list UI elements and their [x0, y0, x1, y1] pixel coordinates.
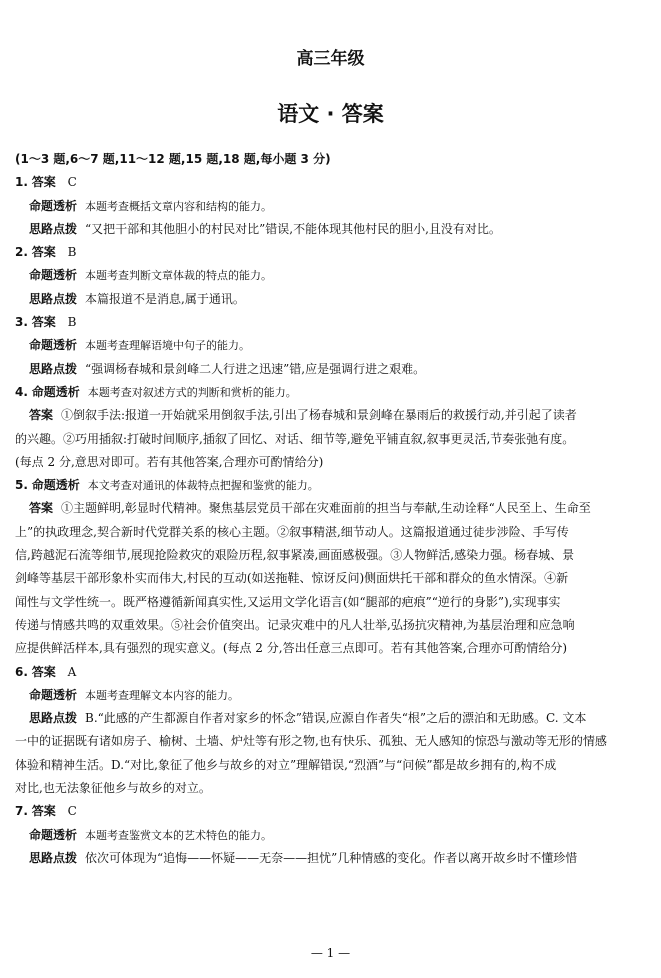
q6-tips-line-1 [15, 707, 647, 730]
answer-label: 答案 [31, 315, 56, 330]
page-number: — 1 — [310, 946, 351, 960]
q7-analysis-line [15, 824, 647, 847]
q6-analysis: 本题考查理解文本内容的能力。 [85, 688, 240, 702]
answer-label: 答案 [29, 501, 54, 516]
q2-analysis-line [15, 264, 647, 287]
q4-answer-line-1 [15, 404, 647, 427]
q3-answer: B [67, 315, 77, 330]
q6-tips-line-3: 体验和精神生活。D.“对比,象征了他乡与故乡的对立”理解错误,“烈酒”与“问候”都是故乡拥有的,构不成 [15, 757, 557, 772]
analysis-label: 命题透析 [29, 687, 78, 702]
q1-analysis: 本题考查概括文章内容和结构的能力。 [85, 199, 273, 213]
q2-number: 2. [15, 245, 28, 260]
q5-answer-line-6: 传递与情感共鸣的双重效果。⑤社会价值突出。记录灾难中的凡人壮举,弘扬抗灾精神,为基层治理和应急响 [15, 617, 575, 632]
q3-number: 3. [15, 315, 28, 330]
q1-tips-line [15, 218, 647, 241]
q4-answer-text-1: ①倒叙手法:报道一开始就采用倒叙手法,引出了杨春城和景剑峰在暴雨后的救援行动,并引起了读者 [61, 408, 577, 423]
q7-tips: 依次可体现为“追悔——怀疑——无奈——担忧”几种情感的变化。作者以离开故乡时不懂珍惜 [85, 850, 578, 865]
answer-body [15, 148, 647, 870]
tips-label: 思路点拨 [29, 361, 78, 376]
q6-answer-line [15, 661, 647, 684]
q2-analysis: 本题考查判断文章体裁的特点的能力。 [85, 269, 273, 283]
tips-label: 思路点拨 [29, 221, 78, 236]
q6-tips-line-2: 一中的证据既有诸如房子、榆树、土墙、炉灶等有形之物,也有快乐、孤独、无人感知的惊恐与激动等无形的情感 [15, 734, 607, 749]
q3-answer-line [15, 311, 647, 334]
answer-label: 答案 [31, 245, 56, 260]
q6-answer: A [67, 664, 77, 679]
q4-analysis: 本题考查对叙述方式的判断和赏析的能力。 [87, 385, 297, 399]
q6-analysis-line [15, 684, 647, 707]
q2-tips-line [15, 288, 647, 311]
tips-label: 思路点拨 [29, 711, 78, 726]
q7-answer: C [67, 804, 77, 819]
q4-analysis-line [15, 381, 647, 404]
analysis-label: 命题透析 [31, 478, 80, 493]
answer-label: 答案 [31, 664, 56, 679]
tips-label: 思路点拨 [29, 291, 78, 306]
q1-tips: “又把干部和其他胆小的村民对比”错误,不能体现其他村民的胆小,且没有对比。 [85, 221, 501, 236]
grade-title: 高三年级 [296, 49, 365, 69]
q7-tips-line [15, 847, 647, 870]
q3-analysis-line [15, 334, 647, 357]
q3-analysis: 本题考查理解语境中句子的能力。 [85, 339, 251, 353]
q5-answer-text-1: ①主题鲜明,彰显时代精神。聚焦基层党员干部在灾难面前的担当与奉献,生动诠释“人民至上、生命至 [61, 501, 591, 516]
q6-number: 6. [15, 664, 28, 679]
score-note: (1～3 题,6～7 题,11～12 题,15 题,18 题,每小题 3 分) [15, 152, 331, 166]
q5-analysis-line [15, 474, 647, 497]
analysis-label: 命题透析 [29, 198, 78, 213]
q5-answer-line-1 [15, 497, 647, 520]
tips-label: 思路点拨 [29, 850, 78, 865]
subject-title: 语文 · 答案 [277, 102, 384, 126]
q2-answer: B [67, 245, 77, 260]
q3-tips-line [15, 358, 647, 381]
q5-answer-line-7: 应提供鲜活样本,具有强烈的现实意义。(每点 2 分,答出任意三点即可。若有其他答案,合理亦可酌情给分) [15, 641, 568, 656]
q6-tips-line-4: 对比,也无法象征他乡与故乡的对立。 [15, 781, 211, 796]
q1-answer-line [15, 171, 647, 194]
q5-answer-line-4: 剑峰等基层干部形象朴实而伟大,村民的互动(如送拖鞋、惊讶反问)侧面烘托干部和群众的鱼水情深。④新 [15, 571, 569, 586]
q4-number: 4. [15, 384, 28, 399]
q4-answer-line-2: 的兴趣。②巧用插叙:打破时间顺序,插叙了回忆、对话、细节等,避免平铺直叙,叙事更灵活,节奏张弛有度。 [15, 431, 575, 446]
answer-label: 答案 [31, 804, 56, 819]
q2-answer-line [15, 241, 647, 264]
q1-number: 1. [15, 175, 28, 190]
q1-answer: C [67, 175, 77, 190]
answer-label: 答案 [29, 408, 54, 423]
analysis-label: 命题透析 [29, 268, 78, 283]
analysis-label: 命题透析 [29, 338, 78, 353]
q1-analysis-line [15, 195, 647, 218]
q5-answer-line-2: 上”的执政理念,契合新时代党群关系的核心主题。②叙事精湛,细节动人。这篇报道通过徒步涉险、手写传 [15, 524, 569, 539]
q6-tips-text-1: B.“此感的产生都源自作者对家乡的怀念”错误,应源自作者失“根”之后的漂泊和无助感。C. 文本 [85, 711, 587, 726]
answer-label: 答案 [31, 175, 56, 190]
q7-analysis: 本题考查鉴赏文本的艺术特色的能力。 [85, 828, 273, 842]
q4-answer-line-3: (每点 2 分,意思对即可。若有其他答案,合理亦可酌情给分) [15, 454, 324, 469]
q2-tips: 本篇报道不是消息,属于通讯。 [85, 291, 245, 306]
analysis-label: 命题透析 [31, 384, 80, 399]
q5-answer-line-5: 闻性与文学性统一。既严格遵循新闻真实性,又运用文学化语言(如“腿部的疤痕”“逆行的身影”),实现事实 [15, 594, 561, 609]
q7-answer-line [15, 800, 647, 823]
q5-analysis: 本文考查对通讯的体裁特点把握和鉴赏的能力。 [87, 479, 319, 493]
q5-number: 5. [15, 478, 28, 493]
q7-number: 7. [15, 804, 28, 819]
q5-answer-line-3: 信,跨越泥石流等细节,展现抢险救灾的艰险历程,叙事紧凑,画面感极强。③人物鲜活,感染力强。杨春城、景 [15, 548, 575, 563]
q3-tips: “强调杨春城和景剑峰二人行进之迅速”错,应是强调行进之艰难。 [85, 361, 426, 376]
analysis-label: 命题透析 [29, 827, 78, 842]
